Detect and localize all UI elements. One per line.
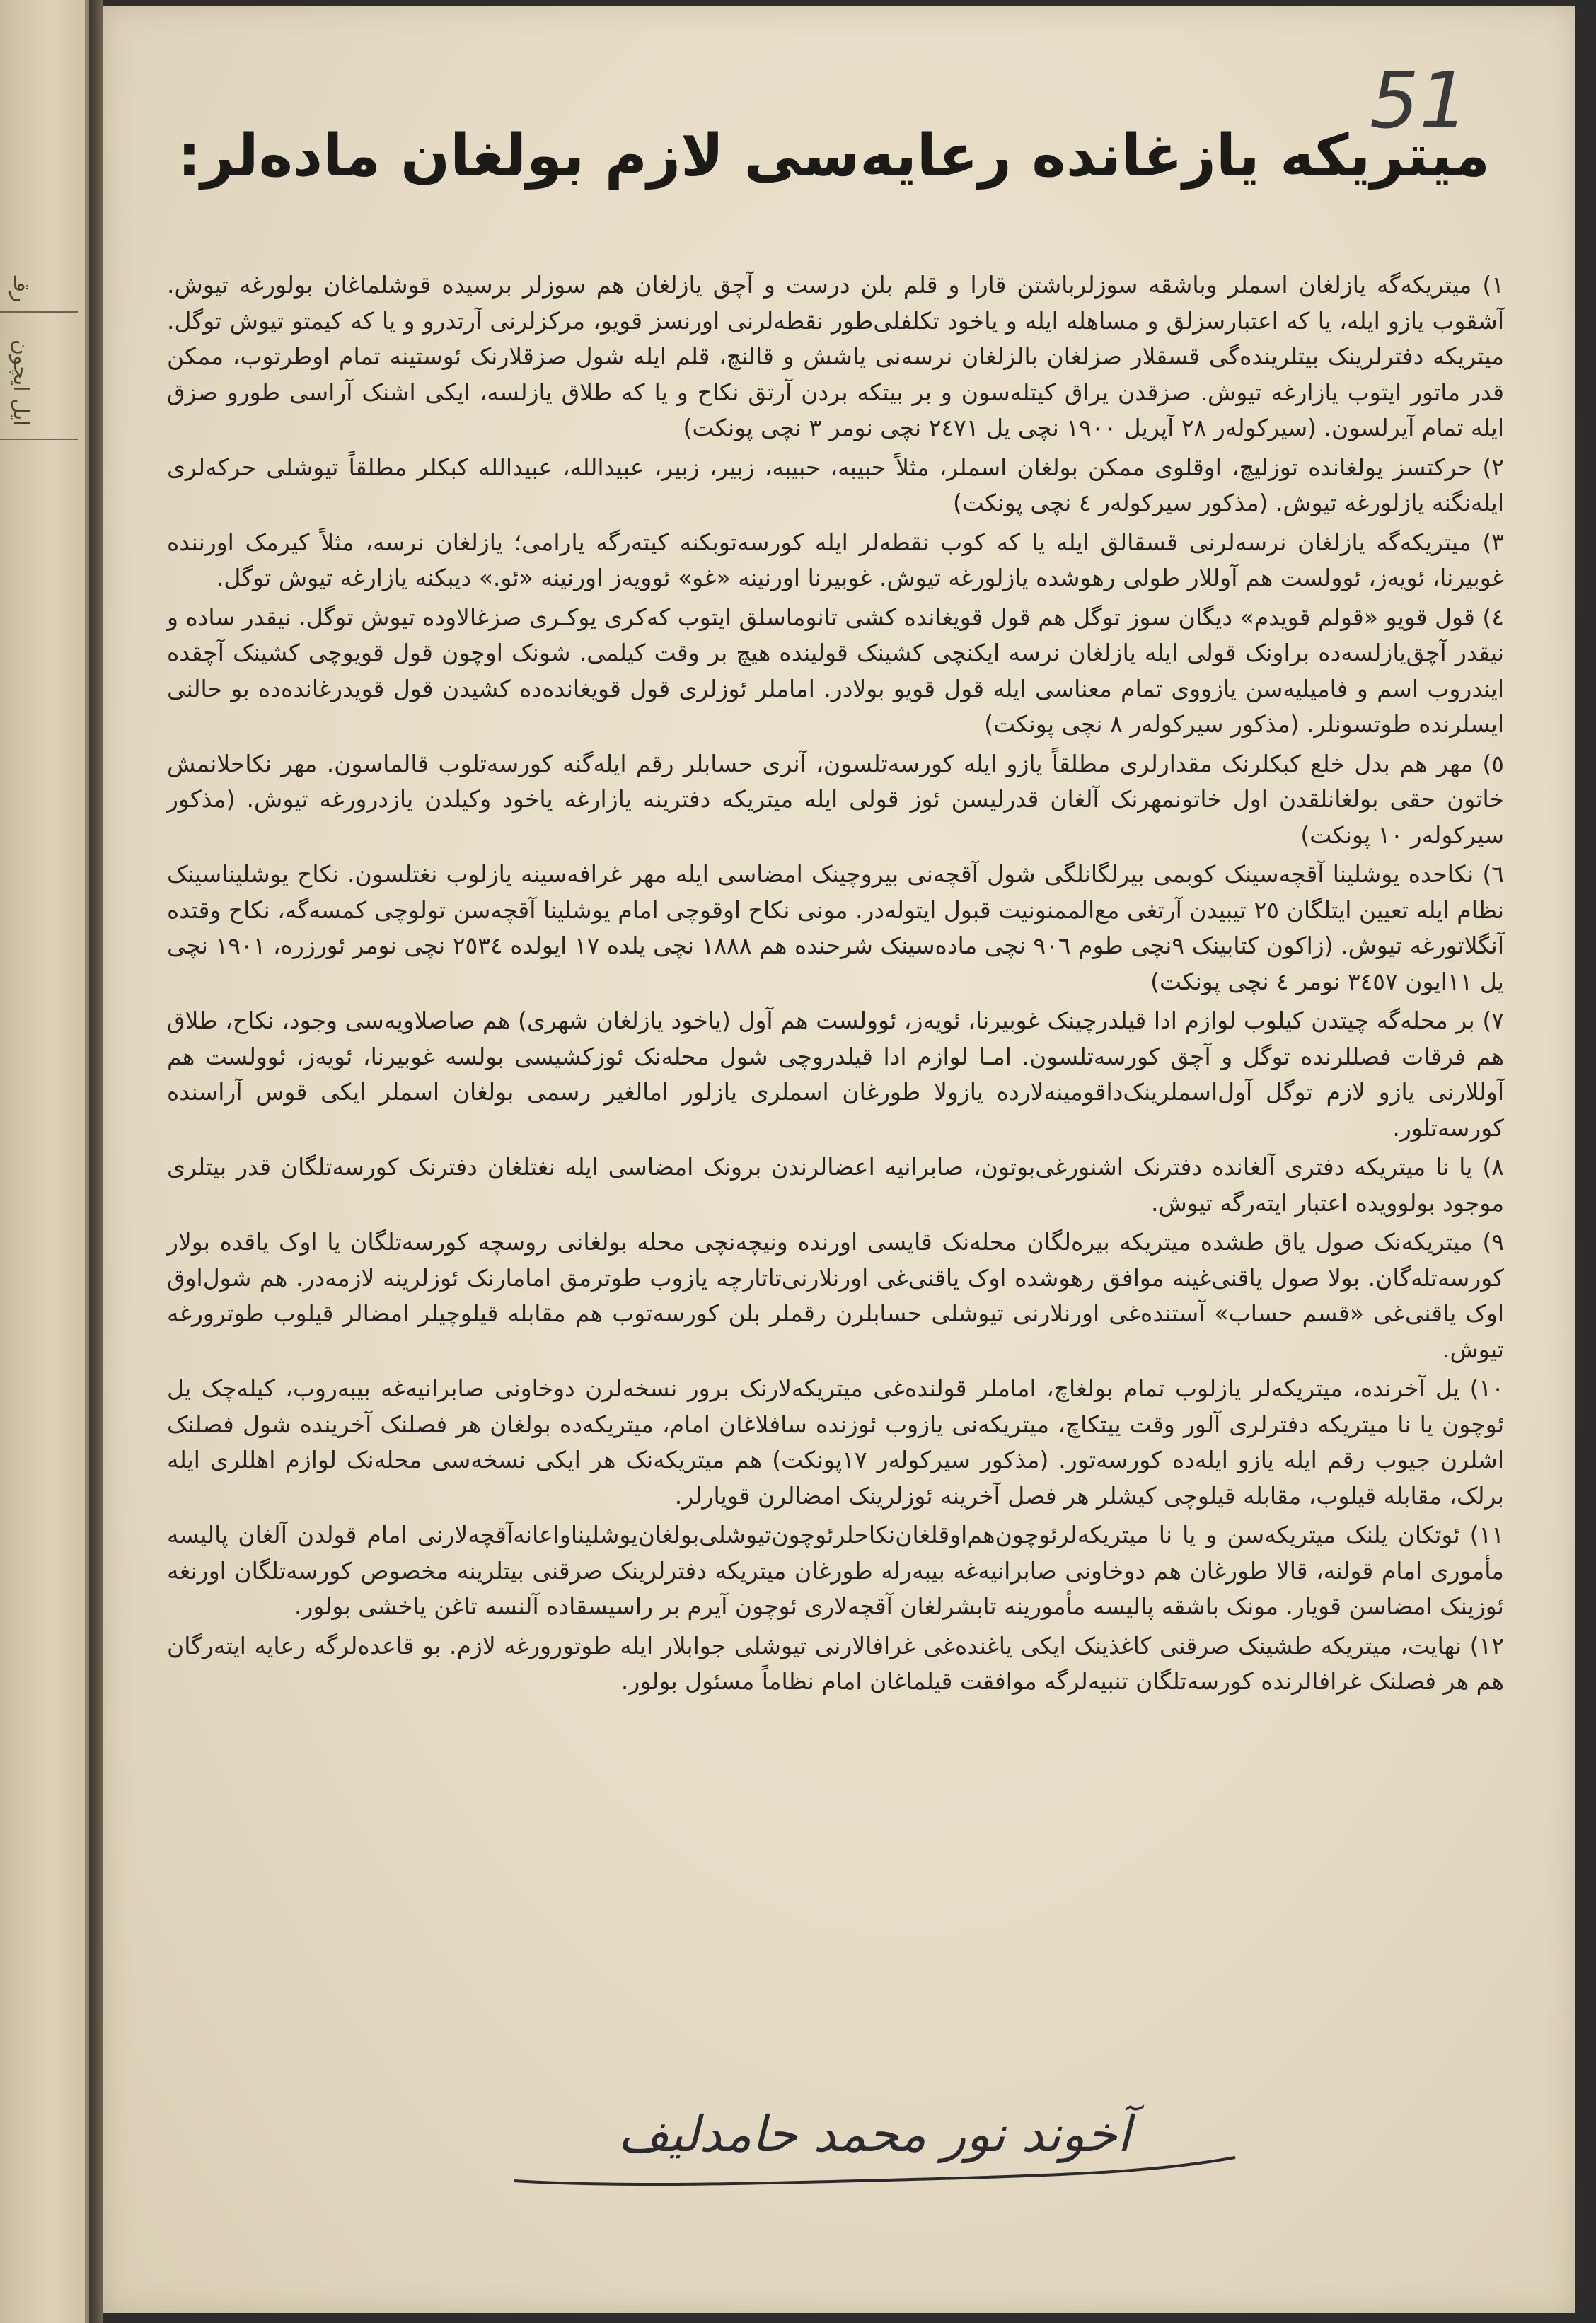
signature bbox=[485, 2092, 1264, 2206]
paragraph-5: ٥) مهر هم بدل خلع کبکلرنک مقدارلری مطلقاً یازو ایله کورسه‌تلسون، آنری حسابلر رقم ایله‌گنه کورسه‌تلوب قالماسون. مهر نکاحلانمش خاتون حقی بولغانلقدن اول خاتونمهرنک آلغان قدرلیسن ئوز قولی ایله میتریکه دفترینه یازارغه یاخود وکیلدن یازدرورغه تیوش. (مذکور سیرکوله‌ر ١٠ پونکت) bbox=[167, 749, 1504, 849]
signature-flourish bbox=[485, 2092, 1264, 2206]
paragraph-6: ٦) نکاحده یوشلینا آقچه‌سینک کوبمی بیرلگانلگی شول آقچه‌نی بیروچینک امضاسی ایله مهر غرافه‌سینه یازلوب نغتلسون. نکاح یوشلیناسینک نظام ایله تعیین ایتلگان ٢٥ تیبیدن آرتغی مع‌الممنونیت قبول ایتوله‌در. مونی نکاح اوقوچی امام یوشلینا آقچه‌سن تولوچی کمسه‌گه، نکاح وقتده آنگلاتورغه تیوش. (زاکون کتابینک ٩نچی طوم ٩٠٦ نچی ماده‌سینک شرحنده هم ١٨٨٨ نچی یلده ١٧ ایولده ٢٥٣٤ نچی نومر ئورزره، ١٩٠١ نچی یل ١١ایون ٣٤٥٧ نومر ٤ نچی پونکت) bbox=[167, 860, 1505, 995]
paragraph-8: ٨) یا نا میتریکه دفتری آلغانده دفترنک اشنورغی‌بوتون، صابرانیه اعضالرندن برونک امضاسی ایله نغتلغان دفترنک کورسه‌تلگان قدر بیتلری موجود بولوویده اعتبار ایته‌رگه تیوش. bbox=[167, 1153, 1504, 1217]
adjacent-page-fragment-top: رقـ bbox=[8, 276, 33, 303]
paragraph-9: ٩) میتریکه‌نک صول یاق طشده میتریکه بیره‌لگان محله‌نک قایسی اورنده ونیچه‌نچی محله بولغانی روسچه کورسه‌تلگان یا اوک یاقده بولار کورسه‌تله‌گان. بولا صول یاقنی‌غینه موافق رهوشده اوک یاقنی‌غی اورنلارنی‌تاتارچه یازوب طوترمق امامارنک ئوزلرینه لازمه‌در. هم شول‌اوق اوک یاقنی‌غی «قسم حساب» آستنده‌غی اورنلارنی تیوشلی حسابلرن رقملر بلن کورسه‌توب هم مقابله قیلوچیلر امضالر قیلوب طوترورغه تیوش. bbox=[167, 1228, 1504, 1363]
paragraph-1: ١) میتریکه‌گه یازلغان اسملر وباشقه سوزلرباشتن قارا و قلم بلن درست و آچق یازلغان هم سوزلر برسیده قوشلماغان بولورغه تیوش. آشقوب یازو ایله، یا که اعتبارسزلق و مساهله ایله و یاخود تکلفلی‌طور نقطه‌لرنی اورنسز قویو، مرکزلرنی آرتدرو و یا که کیمتو تیوش توگل. میتریکه دفترلرینک بیتلرینده‌گی قسقلار صزلغان بالزلغان نرسه‌نی یاشش و قالنچ، قلم ایله شول صزقلارنک ئوستینه‌ تمام اوطرتوب، ممکن قدر ماتور ایتوب یازارغه تیوش. صزقدن یراق کیتله‌سون و بر بیتکه بردن آرتق نکاح و یا که طلاق یازلسه، ایکی اشنک آراسی طورو صزق ایله تمام آیرلسون. (سیرکوله‌ر ٢٨ آپریل ١٩٠٠ نچی یل ٢٤٧١ نچی نومر ٣ نچی پونکت) bbox=[167, 271, 1504, 441]
adjacent-page bbox=[0, 0, 89, 2323]
paragraph-12: ١٢) نهایت، میتریکه طشینک صرقنی کاغذینک ایکی یاغنده‌غی غرافالارنی تیوشلی جوابلار ایله طوتورورغه لازم. بو قاعده‌لرگه رعایه ایته‌رگان هم هر فصلنک غرافالرنده کورسه‌تلگان تنبیه‌لرگه موافقت قیلماغان امام نظاماً مسئول بولور. bbox=[167, 1631, 1504, 1695]
adjacent-page-rule bbox=[0, 439, 78, 440]
page-title: میتریکه یازغانده رعایه‌سی لازم بولغان ماده‌لر: bbox=[177, 122, 1490, 190]
paragraph-3: ٣) میتریکه‌گه یازلغان نرسه‌لرنی قسقالق ایله یا که کوب نقطه‌لر ایله کورسه‌توبکنه کیته‌رگه یارامی؛ یازلغان نرسه، مثلاً کیرمک اورننده غوبیرنا، ئویه‌ز، ئوولست هم آوللار طولی رهوشده یازلورغه تیوش. غوبیرنا اورنینه «غو» ئوویه‌ز اورنینه «ئو.» دیبکنه یازارغه تیوش توگل. bbox=[167, 528, 1504, 591]
adjacent-page-fragment-middle: ایل ایچون bbox=[8, 340, 33, 427]
folio-number: 51 bbox=[1370, 55, 1469, 146]
adjacent-page-rule bbox=[0, 311, 78, 313]
book-gutter bbox=[89, 0, 103, 2323]
document-body bbox=[167, 267, 1504, 1703]
signature-text: آخوند نور محمد حامدلیف bbox=[618, 2105, 1131, 2163]
document-page bbox=[103, 6, 1575, 2313]
paragraph-4: ٤) قول قویو «قولم قویدم» دیگان سوز توگل هم قول قویغانده کشی تانوماسلق ایتوب که‌کری یوکـری صزغالاوده تیوش توگل. نیقدر ساده و نیقدر آچق‌یازلسه‌ده براونک قولی ایله یازلغان نرسه ایکنچی کشینک قولینده هیچ بر وقت کیلمی. شونک اوچون قول قویوچی کشینک آچقده ایندروب اسم و فامیلیه‌سن یازووی تمام معناسی ایله قول قویو بولادر. اماملر ئوزلری قول قویغانده‌ده کشیدن قول قویدرغانده‌ده بو حالنی ایسلرنده طوتسونلر. (مذکور سیرکوله‌ر ٨ نچی پونکت) bbox=[167, 603, 1504, 738]
paragraph-11: ١١) ئوتکان یلنک میتریکه‌سن و یا نا میتریکه‌لرئوچون‌هم‌اوقلغان‌نکاحلرئوچون‌تیوشلی‌بولغان‌یوشلیناواعانه‌آقچه‌لارنی امام قولدن آلغان پالیسه مأموری امام قولنه، قالا طورغان هم دوخاونی صابرانیه‌غه بیبه‌رله طورغان میتریکه دفترلرینک صرقنی بیتلرینه مخصوص کورسه‌تلگان اورنغه ئوزینک امضاسن قویار. مونک باشقه پالیسه مأمورینه تابشرلغان آقچه‌لاری ئوچون آیرم بر راسیسقاده آلنسه تاغن یاخشی بولور. bbox=[167, 1521, 1504, 1620]
paragraph-10: ١٠) یل آخرنده، میتریکه‌لر یازلوب تمام بولغاچ، اماملر قولنده‌غی میتریکه‌لارنک برور نسخه‌لرن دوخاونی صابرانیه‌غه بیبه‌روب، کیله‌چک یل ئوچون یا نا میتریکه دفترلری آلور وقت ییتکاچ، میتریکه‌نی یازوب ئوزنده سافلاغان امام، میتریکه‌ده بولغان هر فصلنک آخرینده شول فصلنک اشلرن جیوب رقم ایله یازو ایله‌ده کورسه‌تور. (مذکور سیرکوله‌ر ١٧پونکت) هم میتریکه‌نک هر ایکی نسخه‌سی محله‌نک لوازم اهللری ایله برلک، مقابله قیلوب، مقابله قیلوچی کیشلر هر فصل آخرینه ئوزلرینک امضالرن قویارلر. bbox=[167, 1374, 1504, 1510]
paragraph-7: ٧) بر محله‌گه چیتدن کیلوب لوازم ادا قیلدرچینک غوبیرنا، ئویه‌ز، ئوولست هم آول (یاخود یازلغان شهری) هم صاصلاویه‌سی وجود، نکاح، طلاق هم فرقات فصللرنده توگل و آچق کورسه‌تلسون. امـا لوازم ادا قیلدروچی شول محله‌نک ئوزکشیسی بولسه غوبیرنا، ئویه‌ز، ئوولست هم آوللارنی یازو لازم توگل آول‌اسملرینک‌داقومینه‌لارده یازولا طورغان اسملری یازلور امالغیر رسمی بولغان اسملر ایکی قوس آراسنده کورسه‌تلور. bbox=[167, 1007, 1504, 1142]
paragraph-2: ٢) حرکتسز یولغانده توزلیچ، اوقلوی ممکن بولغان اسملر، مثلاً حبیبه، حبیبه، زبیر، زبیر، عبیدالله، عبیدالله کبکلر مطلقاً تیوشلی حرکه‌لری ایله‌نگنه یازلورغه تیوش. (مذکور سیرکوله‌ر ٤ نچی پونکت) bbox=[167, 453, 1504, 516]
